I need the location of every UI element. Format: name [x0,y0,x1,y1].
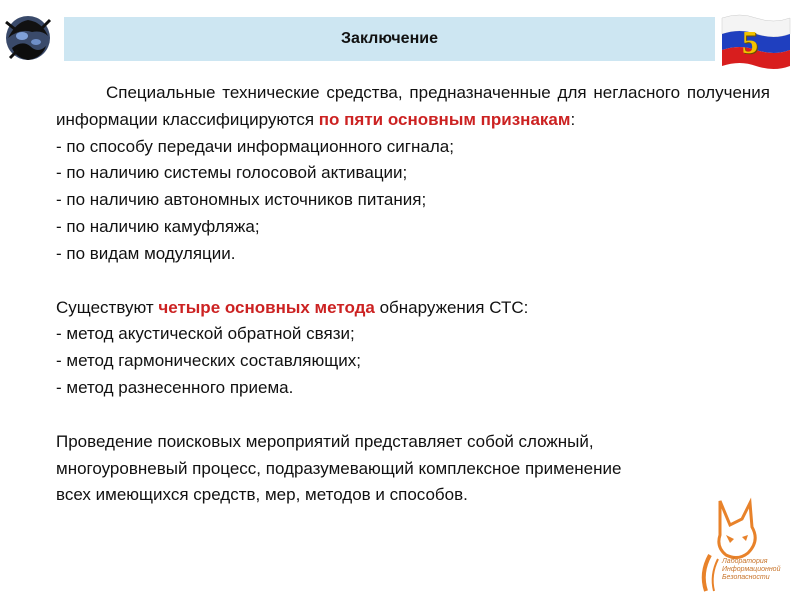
paragraph-classification [56,80,770,134]
paragraph3-line: многоуровневый процесс, подразумевающий комплексное применение [56,458,622,478]
paragraph3-line: Проведение поисковых мероприятий представляет собой сложный, [56,431,594,451]
criteria-item: - по способу передачи информационного сигнала; [56,136,454,156]
title-bar [64,17,715,61]
paragraph3-line: всех имеющихся средств, мер, методов и способов. [56,485,468,505]
criteria-item: - по видам модуляции. [56,243,236,263]
globe-figure-icon [2,10,54,66]
paragraph2-text: Существуют [56,297,159,317]
paragraph1-tail: : [570,109,576,129]
criteria-item: - по наличию системы голосовой активации; [56,163,408,183]
paragraph2-highlight: четыре основных метода [158,297,375,317]
paragraph2-tail: обнаружения СТС: [374,297,529,317]
paragraph1-text: Специальные технические средства, предназначенные для негласного получения информации классифицируются [56,83,770,129]
paragraph-methods [56,295,770,322]
page-title: Заключение [341,30,438,47]
logo-line: Информационной [722,566,781,573]
page-number: 5 [742,24,758,60]
logo-caption [722,558,780,582]
method-item: - метод гармонических составляющих; [56,351,361,371]
logo-line: Лаборатория [722,558,768,565]
method-item: - метод акустической обратной связи; [56,324,355,344]
paragraph1-highlight: по пяти основным признакам [318,109,571,129]
logo-line: Безопасности [722,574,770,581]
method-item: - метод разнесенного приема. [56,377,294,397]
criteria-item: - по наличию камуфляжа; [56,216,260,236]
criteria-item: - по наличию автономных источников питания; [56,190,427,210]
slide-content [56,80,770,509]
